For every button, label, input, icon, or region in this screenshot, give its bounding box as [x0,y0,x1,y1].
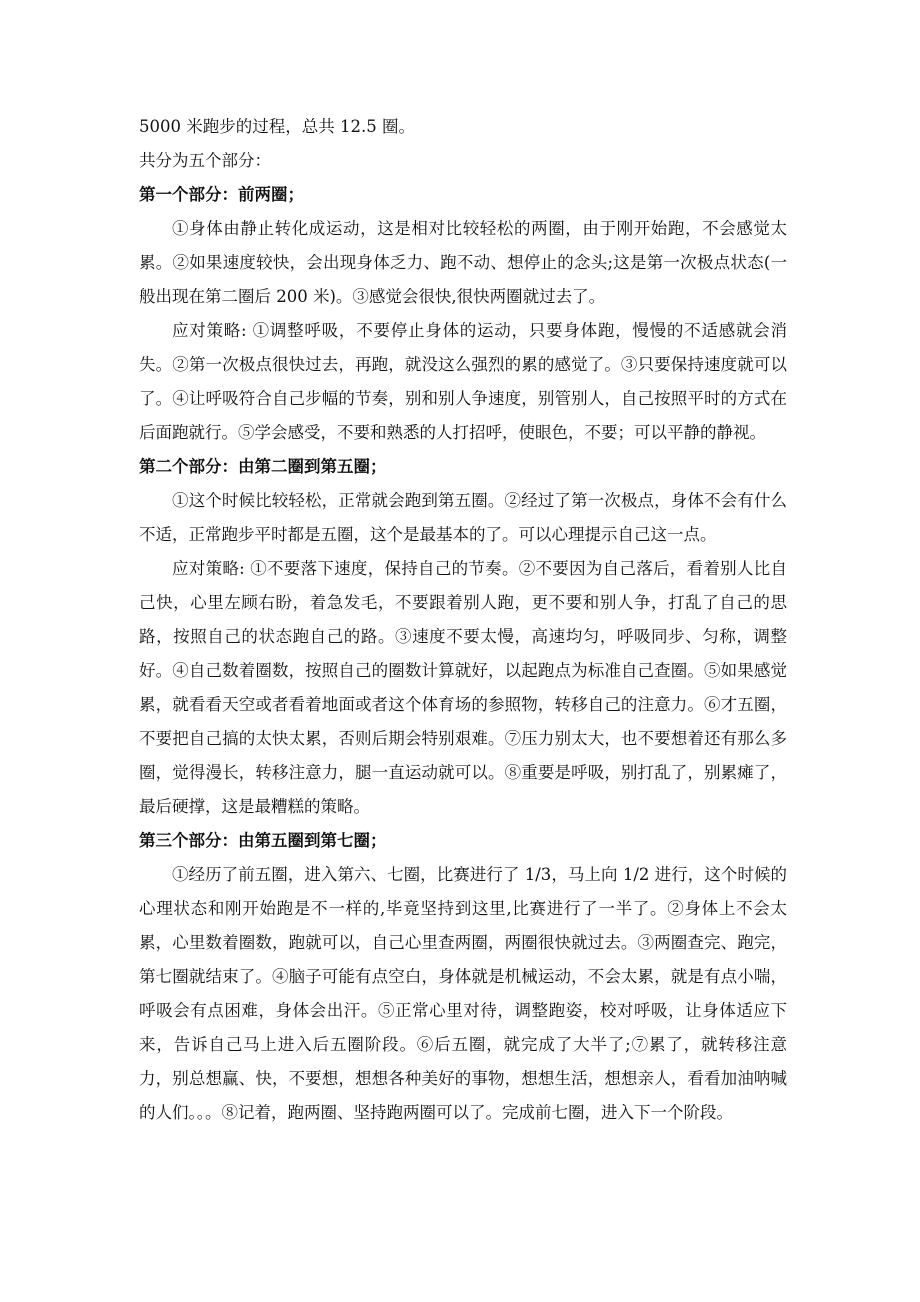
intro-line: 5000 米跑步的过程，总共 12.5 圈。 [139,117,415,136]
section-paragraph: ①身体由静止转化成运动，这是相对比较轻松的两圈，由于刚开始跑，不会感觉太累。②如果速度较快，会出现身体乏力、跑不动、想停止的念头;这是第一次极点状态(一般出现在第二圈后 200 米)。③感觉会很快,很快两圈就过去了。 [139,219,787,306]
subintro-line: 共分为五个部分： [139,151,271,170]
section-heading: 第三个部分：由第五圈到第七圈； [139,831,387,850]
section-heading: 第二个部分：由第二圈到第五圈； [139,457,387,476]
section-paragraph: ①经历了前五圈，进入第六、七圈，比赛进行了 1/3，马上向 1/2 进行，这个时候的心理状态和刚开始跑是不一样的,毕竟坚持到这里,比赛进行了一半了。②身体上不会太累，心里数着圈数，跑就可以，自己心里查两圈，两圈很快就过去。③两圈查完、跑完，第七圈就结束了。④脑子可能有点空白，身体就是机械运动，不会太累，就是有点小喘，呼吸会有点困难，身体会出汗。⑤正常心里对待，调整跑姿，校对呼吸，让身体适应下来，告诉自己马上进入后五圈阶段。⑥后五圈，就完成了大半了;⑦累了，就转移注意力，别总想赢、快，不要想，想想各种美好的事物，想想生活，想想亲人，看看加油呐喊的人们。。。⑧记着，跑两圈、坚持跑两圈可以了。完成前七圈，进入下一个阶段。 [139,865,787,1122]
document-body [139,110,787,1130]
section-paragraph: 应对策略: ①调整呼吸，不要停止身体的运动，只要身体跑，慢慢的不适感就会消失。②第一次极点很快过去，再跑，就没这么强烈的累的感觉了。③只要保持速度就可以了。④让呼吸符合自己步幅的节奏，别和别人争速度，别管别人，自己按照平时的方式在后面跑就行。⑤学会感受，不要和熟悉的人打招呼，使眼色，不要；可以平静的静视。 [139,321,787,442]
section-heading: 第一个部分：前两圈； [139,185,304,204]
section-paragraph: ①这个时候比较轻松，正常就会跑到第五圈。②经过了第一次极点，身体不会有什么不适，正常跑步平时都是五圈，这个是最基本的了。可以心理提示自己这一点。 [139,491,787,544]
section-paragraph: 应对策略: ①不要落下速度，保持自己的节奏。②不要因为自己落后，看着别人比自己快，心里左顾右盼，着急发毛，不要跟着别人跑，更不要和别人争，打乱了自己的思路，按照自己的状态跑自己的路。③速度不要太慢，高速均匀，呼吸同步、匀称，调整好。④自己数着圈数，按照自己的圈数计算就好，以起跑点为标准自己查圈。⑤如果感觉累，就看看天空或者看着地面或者这个体育场的参照物，转移自己的注意力。⑥才五圈，不要把自己搞的太快太累，否则后期会特别艰难。⑦压力别太大，也不要想着还有那么多圈，觉得漫长，转移注意力，腿一直运动就可以。⑧重要是呼吸，别打乱了，别累瘫了，最后硬撑，这是最糟糕的策略。 [139,559,787,816]
